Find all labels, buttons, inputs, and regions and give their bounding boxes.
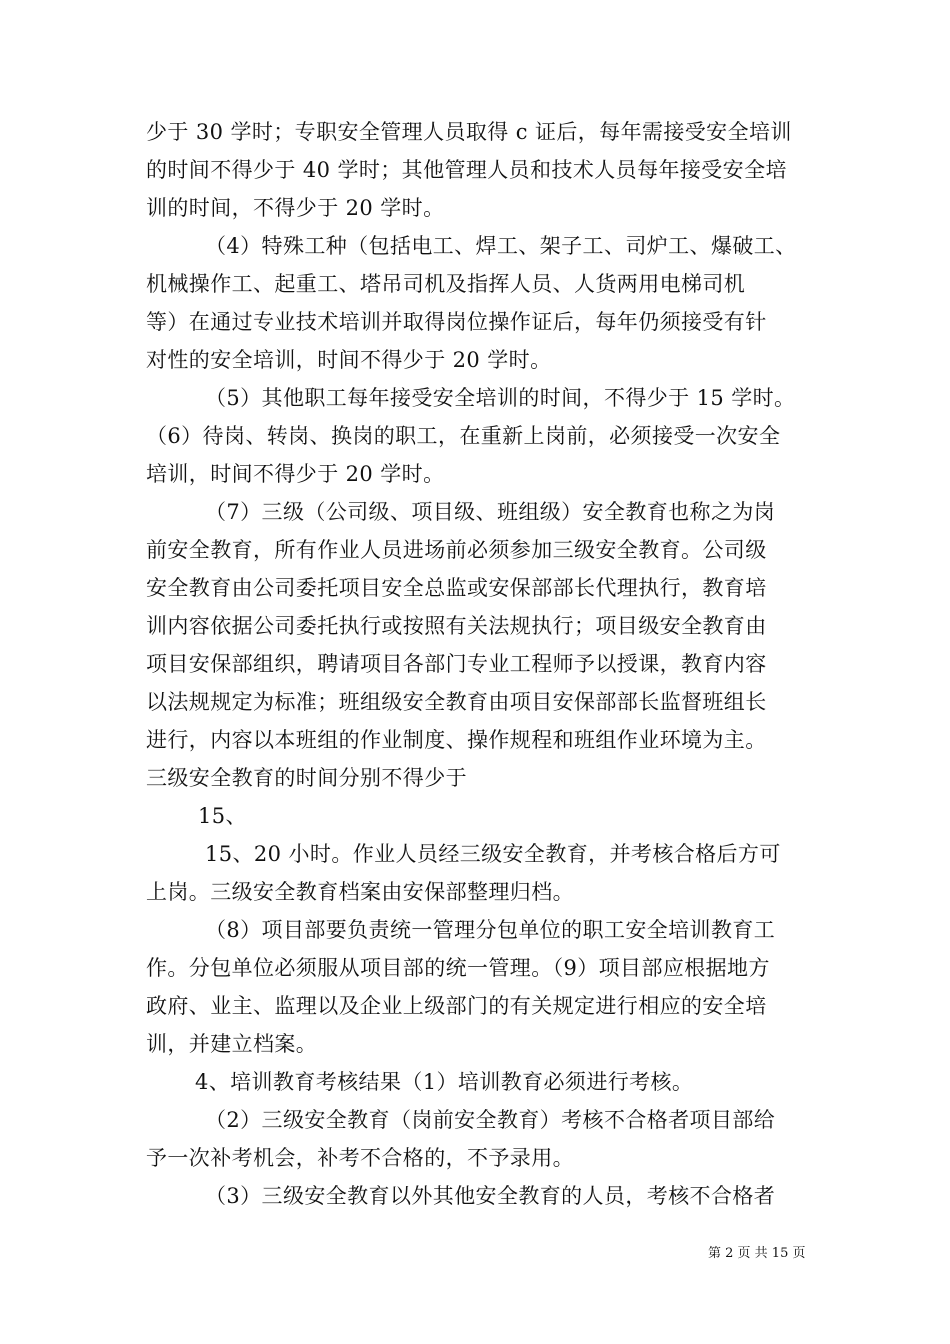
text-line-2: 的时间不得少于 40 学时；其他管理人员和技术人员每年接受安全培: [146, 158, 787, 182]
text-line-8: （5）其他职工每年接受安全培训的时间，不得少于 15 学时。: [205, 386, 796, 410]
text-line-19: 15、: [198, 804, 247, 828]
text-line-22: （8）项目部要负责统一管理分包单位的职工安全培训教育工: [205, 918, 776, 942]
text-line-12: 前安全教育，所有作业人员进场前必须参加三级安全教育。公司级: [146, 538, 767, 562]
text-line-21: 上岗。三级安全教育档案由安保部整理归档。: [146, 880, 574, 904]
text-line-7: 对性的安全培训，时间不得少于 20 学时。: [146, 348, 552, 372]
text-line-24: 政府、业主、监理以及企业上级部门的有关规定进行相应的安全培: [146, 994, 767, 1018]
text-line-14: 训内容依据公司委托执行或按照有关法规执行；项目级安全教育由: [146, 614, 767, 638]
text-line-29: （3）三级安全教育以外其他安全教育的人员，考核不合格者: [205, 1184, 776, 1208]
text-line-27: （2）三级安全教育（岗前安全教育）考核不合格者项目部给: [205, 1108, 776, 1132]
page-number-footer: 第 2 页 共 15 页: [708, 1246, 806, 1261]
text-line-16: 以法规规定为标准；班组级安全教育由项目安保部部长监督班组长: [146, 690, 767, 714]
text-line-1: 少于 30 学时；专职安全管理人员取得 c 证后，每年需接受安全培训: [146, 120, 792, 144]
text-line-5: 机械操作工、起重工、塔吊司机及指挥人员、人货两用电梯司机: [146, 272, 746, 296]
text-line-9: （6）待岗、转岗、换岗的职工，在重新上岗前，必须接受一次安全: [146, 424, 781, 448]
text-line-25: 训，并建立档案。: [146, 1032, 318, 1056]
text-line-10: 培训，时间不得少于 20 学时。: [146, 462, 445, 486]
text-line-6: 等）在通过专业技术培训并取得岗位操作证后，每年仍须接受有针: [146, 310, 767, 334]
text-line-13: 安全教育由公司委托项目安全总监或安保部部长代理执行，教育培: [146, 576, 767, 600]
text-line-3: 训的时间，不得少于 20 学时。: [146, 196, 445, 220]
text-line-11: （7）三级（公司级、项目级、班组级）安全教育也称之为岗: [205, 500, 776, 524]
text-line-18: 三级安全教育的时间分别不得少于: [146, 766, 467, 790]
text-line-26: 4、培训教育考核结果（1）培训教育必须进行考核。: [195, 1070, 694, 1094]
text-line-23: 作。分包单位必须服从项目部的统一管理。（9）项目部应根据地方: [146, 956, 770, 980]
text-line-4: （4）特殊工种（包括电工、焊工、架子工、司炉工、爆破工、: [205, 234, 797, 258]
text-line-15: 项目安保部组织，聘请项目各部门专业工程师予以授课，教育内容: [146, 652, 767, 676]
text-line-17: 进行，内容以本班组的作业制度、操作规程和班组作业环境为主。: [146, 728, 767, 752]
text-line-20: 15、20 小时。作业人员经三级安全教育，并考核合格后方可: [205, 842, 781, 866]
text-line-28: 予一次补考机会，补考不合格的，不予录用。: [146, 1146, 574, 1170]
